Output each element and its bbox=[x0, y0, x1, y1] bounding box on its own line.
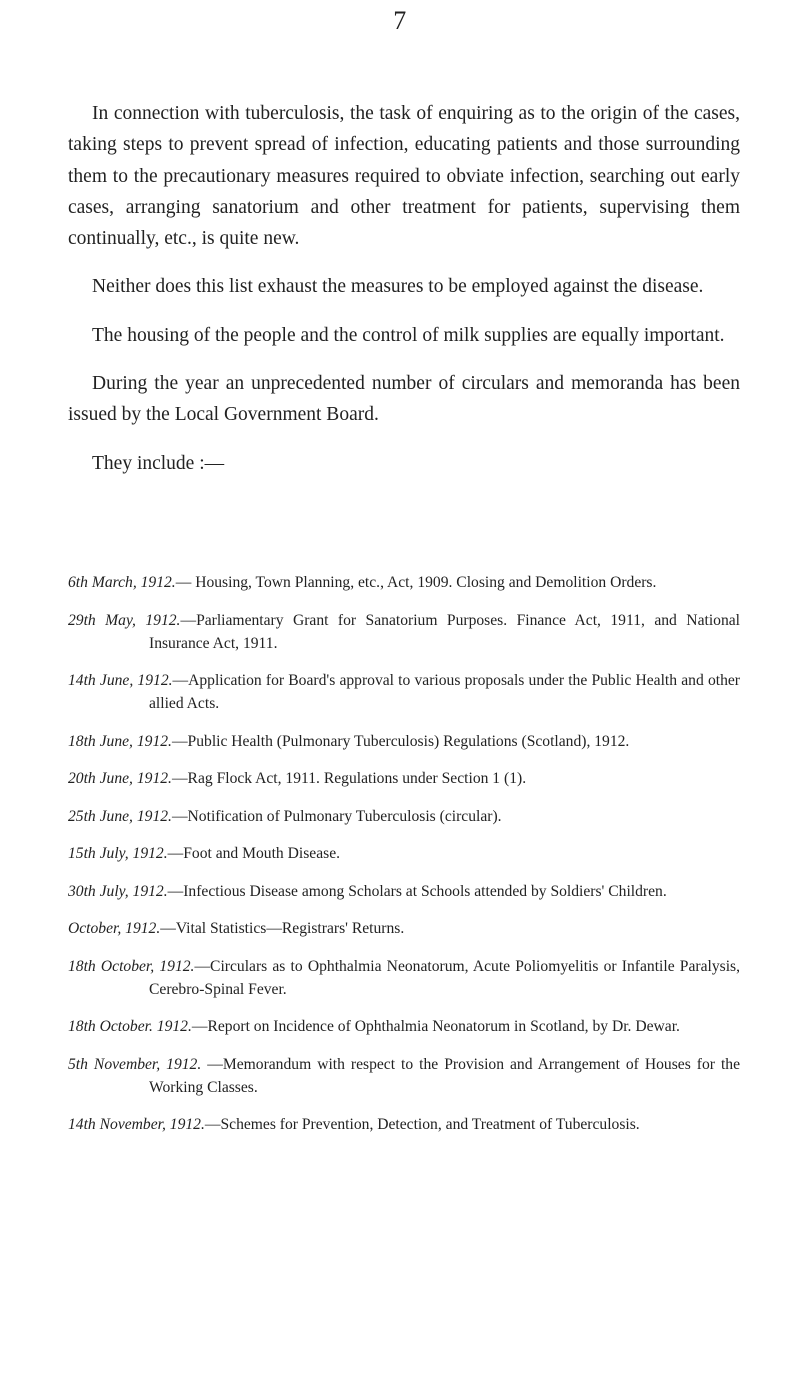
circular-entry bbox=[68, 880, 740, 903]
circular-text: —Circulars as to Ophthalmia Neonatorum, Acute Poliomyelitis or Infantile Paralysis, Cerebro-Spinal Fever. bbox=[149, 957, 740, 998]
circular-date: 18th October, 1912. bbox=[68, 957, 195, 975]
circular-entry bbox=[68, 669, 740, 715]
circular-entry bbox=[68, 955, 740, 1001]
paragraph-circulars-issued: During the year an unprecedented number of circulars and memoranda has been issued by the Local Government Board. bbox=[68, 373, 740, 426]
circular-entry bbox=[68, 805, 740, 828]
circular-date: 6th March, 1912. bbox=[68, 574, 176, 591]
circular-date: 29th May, 1912. bbox=[68, 611, 181, 629]
circular-date: 5th November, 1912. bbox=[68, 1055, 202, 1073]
circular-entry bbox=[68, 917, 740, 940]
circular-entry bbox=[68, 1113, 740, 1136]
circular-text: —Report on Incidence of Ophthalmia Neonatorum in Scotland, by Dr. Dewar. bbox=[191, 1018, 680, 1035]
circular-date: 20th June, 1912. bbox=[68, 770, 172, 787]
circular-entry bbox=[68, 1015, 740, 1038]
circular-date: 18th October. 1912. bbox=[68, 1018, 192, 1035]
circular-date: October, 1912. bbox=[68, 920, 161, 937]
circular-text: —Application for Board's approval to various proposals under the Public Health and other allied Acts. bbox=[149, 672, 740, 712]
circular-date: 25th June, 1912. bbox=[68, 807, 172, 825]
circular-entry bbox=[68, 571, 740, 594]
circular-text: — Housing, Town Planning, etc., Act, 1909. Closing and Demolition Orders. bbox=[175, 574, 657, 591]
circular-text: —Parliamentary Grant for Sanatorium Purposes. Finance Act, 1911, and National Insurance Act, 1911. bbox=[149, 611, 740, 652]
circular-date: 18th June, 1912. bbox=[68, 732, 172, 750]
paragraph-housing-milk: The housing of the people and the control of milk supplies are equally important. bbox=[92, 324, 725, 346]
circular-text: —Schemes for Prevention, Detection, and Treatment of Tuberculosis. bbox=[204, 1116, 640, 1133]
circular-date: 14th November, 1912. bbox=[68, 1116, 205, 1133]
circulars-list bbox=[68, 571, 740, 1151]
body-text bbox=[68, 98, 740, 491]
page-number: 7 bbox=[393, 6, 407, 35]
paragraph-measures-list: Neither does this list exhaust the measures to be employed against the disease. bbox=[92, 276, 704, 298]
circular-entry bbox=[68, 767, 740, 790]
circulars-intro: They include :— bbox=[92, 452, 225, 474]
circular-text: —Foot and Mouth Disease. bbox=[167, 845, 341, 862]
circular-entry bbox=[68, 842, 740, 865]
circular-text: —Infectious Disease among Scholars at Schools attended by Soldiers' Children. bbox=[167, 882, 667, 900]
circular-date: 14th June, 1912. bbox=[68, 672, 173, 689]
circular-text: —Vital Statistics—Registrars' Returns. bbox=[160, 920, 405, 937]
circular-text: —Memorandum with respect to the Provision and Arrangement of Houses for the Working Classes. bbox=[149, 1055, 740, 1096]
circular-text: —Rag Flock Act, 1911. Regulations under Section 1 (1). bbox=[171, 770, 527, 787]
circular-entry bbox=[68, 609, 740, 655]
paragraph-tuberculosis-tasks: In connection with tuberculosis, the task of enquiring as to the origin of the cases, taking steps to prevent spread of infection, educating patients and those surrounding them to the precautionary measures required to obviate infection, searching out early cases, arranging sanatorium and other treatment for patients, supervising them continually, etc., is quite new. bbox=[68, 103, 740, 250]
circular-text: —Notification of Pulmonary Tuberculosis (circular). bbox=[171, 807, 502, 825]
circular-date: 15th July, 1912. bbox=[68, 845, 168, 862]
circular-date: 30th July, 1912. bbox=[68, 882, 168, 900]
circular-entry bbox=[68, 730, 740, 753]
circular-entry bbox=[68, 1053, 740, 1099]
circular-text: —Public Health (Pulmonary Tuberculosis) Regulations (Scotland), 1912. bbox=[171, 732, 630, 750]
